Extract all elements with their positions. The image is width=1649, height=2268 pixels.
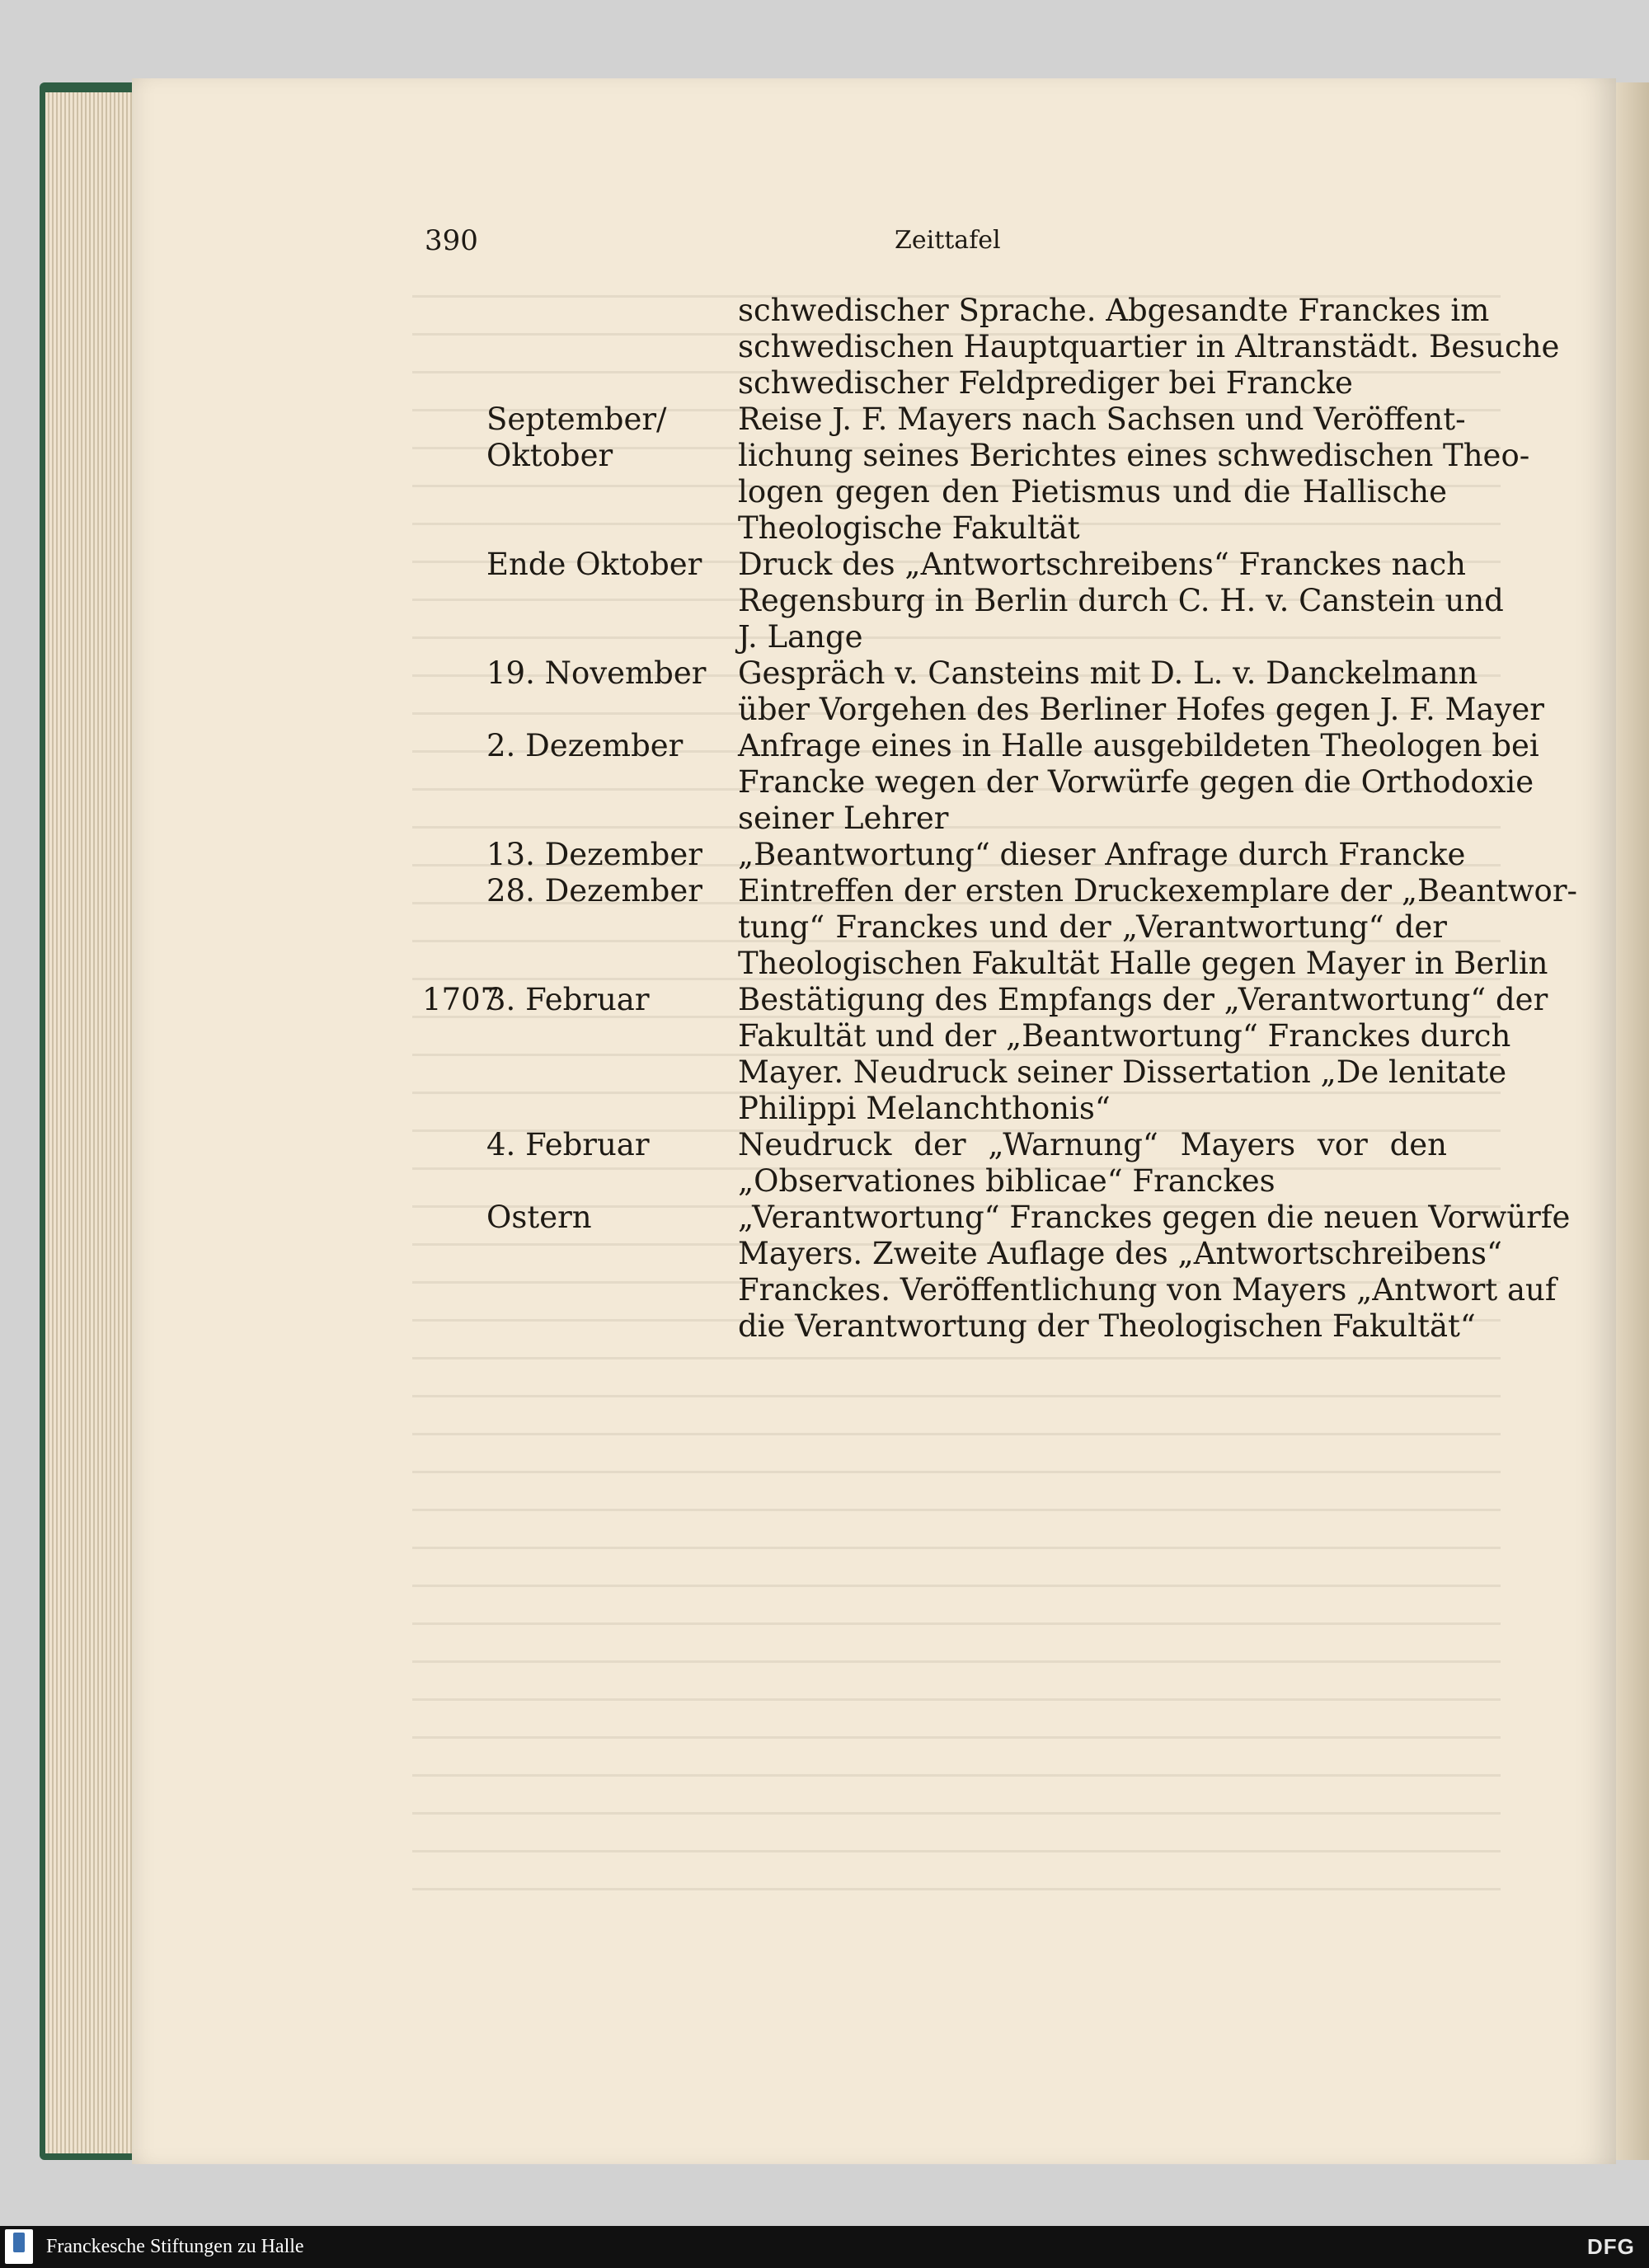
timeline-date: 2. Dezember (486, 728, 684, 763)
description-line: Bestätigung des Empfangs der „Verantwortung“ der (738, 982, 1548, 1017)
timeline-date: 19. November (486, 655, 707, 691)
timeline-description (738, 982, 1548, 1127)
timeline-description (738, 655, 1544, 728)
timeline-description (738, 1200, 1571, 1345)
timeline-year: 1707 (422, 982, 500, 1017)
description-line: Francke wegen der Vorwürfe gegen die Orthodoxie (738, 764, 1534, 800)
description-line: seiner Lehrer (738, 801, 949, 836)
description-line: Gespräch v. Cansteins mit D. L. v. Danckelmann (738, 655, 1478, 691)
description-line: Reise J. F. Mayers nach Sachsen und Veröffent- (738, 401, 1466, 437)
description-line: tung“ Franckes und der „Verantwortung“ der (738, 909, 1447, 945)
dfg-logo-link[interactable]: DFG (1587, 2234, 1635, 2259)
timeline-description (738, 1127, 1447, 1200)
description-line: lichung seines Berichtes eines schwedischen Theo- (738, 438, 1530, 473)
description-line: über Vorgehen des Berliner Hofes gegen J. F. Mayer (738, 692, 1544, 727)
page-edges (45, 92, 144, 2153)
timeline-date: 4. Februar (486, 1127, 650, 1162)
description-line: Eintreffen der ersten Druckexemplare der „Beantwor- (738, 873, 1578, 909)
timeline-date: Ende Oktober (486, 547, 702, 582)
description-line: die Verantwortung der Theologischen Fakultät“ (738, 1308, 1476, 1344)
description-line: schwedischer Sprache. Abgesandte Franckes im (738, 293, 1490, 328)
description-line: Franckes. Veröffentlichung von Mayers „Antwort auf (738, 1272, 1557, 1308)
description-line: „Verantwortung“ Franckes gegen die neuen Vorwürfe (738, 1200, 1571, 1235)
description-line: „Observationes biblicae“ Franckes (738, 1163, 1276, 1199)
description-line: Mayer. Neudruck seiner Dissertation „De lenitate (738, 1054, 1507, 1090)
running-head: Zeittafel (895, 226, 1001, 255)
description-line: „Beantwortung“ dieser Anfrage durch Francke (738, 837, 1466, 872)
timeline-date: 3. Februar (486, 982, 650, 1017)
logo-mark-icon (13, 2233, 25, 2252)
timeline-date: 13. Dezember (486, 837, 702, 872)
description-line: schwedischen Hauptquartier in Altranstädt. Besuche (738, 329, 1560, 364)
description-line: Anfrage eines in Halle ausgebildeten Theologen bei (738, 728, 1539, 763)
description-line: Philippi Melanchthonis“ (738, 1091, 1111, 1126)
timeline-description (738, 873, 1578, 982)
description-line: Theologische Fakultät (738, 510, 1080, 546)
description-line: Neudruck der „Warnung“ Mayers vor den (738, 1127, 1447, 1162)
page-number: 390 (425, 224, 478, 257)
description-line: Druck des „Antwortschreibens“ Franckes nach (738, 547, 1467, 582)
footer-institution-link[interactable]: Franckesche Stiftungen zu Halle (46, 2236, 304, 2257)
timeline-date: 28. Dezember (486, 873, 702, 909)
facing-page-edge (1612, 82, 1649, 2160)
description-line: J. Lange (738, 619, 863, 655)
description-line: Mayers. Zweite Auflage des „Antwortschreibens“ (738, 1236, 1502, 1271)
description-line: Theologischen Fakultät Halle gegen Mayer in Berlin (738, 946, 1548, 981)
description-line: logen gegen den Pietismus und die Hallische (738, 474, 1447, 509)
description-line: schwedischer Feldprediger bei Francke (738, 365, 1353, 401)
description-line: Regensburg in Berlin durch C. H. v. Canstein und (738, 583, 1504, 618)
timeline-description (738, 401, 1530, 547)
timeline-description (738, 728, 1539, 837)
timeline-description (738, 293, 1560, 401)
timeline-date: Ostern (486, 1200, 592, 1235)
timeline-date: September/ Oktober (486, 401, 667, 473)
timeline-description (738, 837, 1466, 873)
timeline-description (738, 547, 1504, 655)
description-line: Fakultät und der „Beantwortung“ Franckes durch (738, 1018, 1511, 1054)
